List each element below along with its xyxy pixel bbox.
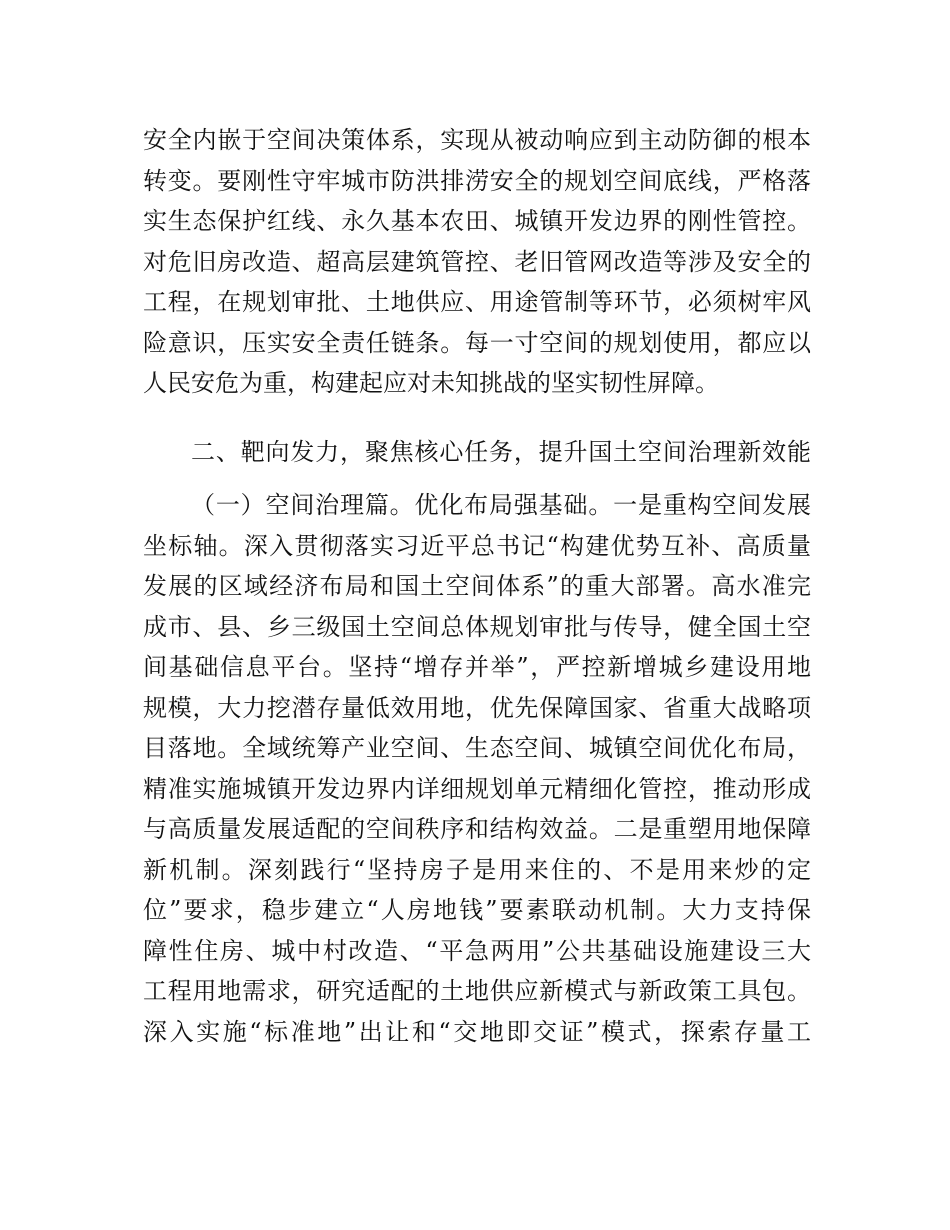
paragraph-line: 成市、县、乡三级国土空间总体规划审批与传导，健全国土空 bbox=[143, 612, 811, 641]
paragraph-spatial-governance bbox=[143, 485, 811, 1052]
paragraph-line: 位”要求，稳步建立“人房地钱”要素联动机制。大力支持保 bbox=[143, 896, 811, 924]
paragraph-line: 坐标轴。深入贯彻落实习近平总书记“构建优势互补、高质量 bbox=[143, 531, 811, 560]
paragraph-line: 与高质量发展适配的空间秩序和结构效益。二是重塑用地保障 bbox=[143, 815, 811, 843]
paragraph-line: 发展的区域经济布局和国土空间体系”的重大部署。高水准完 bbox=[143, 572, 811, 600]
paragraph-line: 间基础信息平台。坚持“增存并举”，严控新增城乡建设用地 bbox=[143, 653, 811, 681]
paragraph-line: 对危旧房改造、超高层建筑管控、老旧管网改造等涉及安全的 bbox=[143, 247, 811, 276]
paragraph-line: 深入实施“标准地”出让和“交地即交证”模式，探索存量工 bbox=[143, 1017, 811, 1046]
section-heading: 二、靶向发力，聚焦核心任务，提升国土空间治理新效能 bbox=[191, 438, 811, 466]
paragraph-line: 实生态保护红线、永久基本农田、城镇开发边界的刚性管控。 bbox=[143, 207, 811, 235]
paragraph-line: 工程，在规划审批、土地供应、用途管制等环节，必须树牢风 bbox=[143, 288, 811, 316]
paragraph-line: 人民安危为重，构建起应对未知挑战的坚实韧性屏障。 bbox=[143, 369, 719, 397]
paragraph-line: 工程用地需求，研究适配的土地供应新模式与新政策工具包。 bbox=[143, 977, 811, 1005]
paragraph-line: 障性住房、城中村改造、“平急两用”公共基础设施建设三大 bbox=[143, 936, 811, 965]
paragraph-line: 规模，大力挖潜存量低效用地，优先保障国家、省重大战略项 bbox=[143, 693, 811, 722]
paragraph-line: （一）空间治理篇。优化布局强基础。一是重构空间发展 bbox=[191, 491, 811, 519]
paragraph-line: 安全内嵌于空间决策体系，实现从被动响应到主动防御的根本 bbox=[143, 126, 811, 154]
paragraph-safety bbox=[143, 120, 811, 404]
paragraph-line: 目落地。全域统筹产业空间、生态空间、城镇空间优化布局， bbox=[143, 734, 811, 762]
paragraph-line: 险意识，压实安全责任链条。每一寸空间的规划使用，都应以 bbox=[143, 328, 811, 357]
paragraph-line: 新机制。深刻践行“坚持房子是用来住的、不是用来炒的定 bbox=[143, 855, 811, 884]
paragraph-line: 转变。要刚性守牢城市防洪排涝安全的规划空间底线，严格落 bbox=[143, 166, 811, 195]
paragraph-line: 精准实施城镇开发边界内详细规划单元精细化管控，推动形成 bbox=[143, 774, 811, 803]
